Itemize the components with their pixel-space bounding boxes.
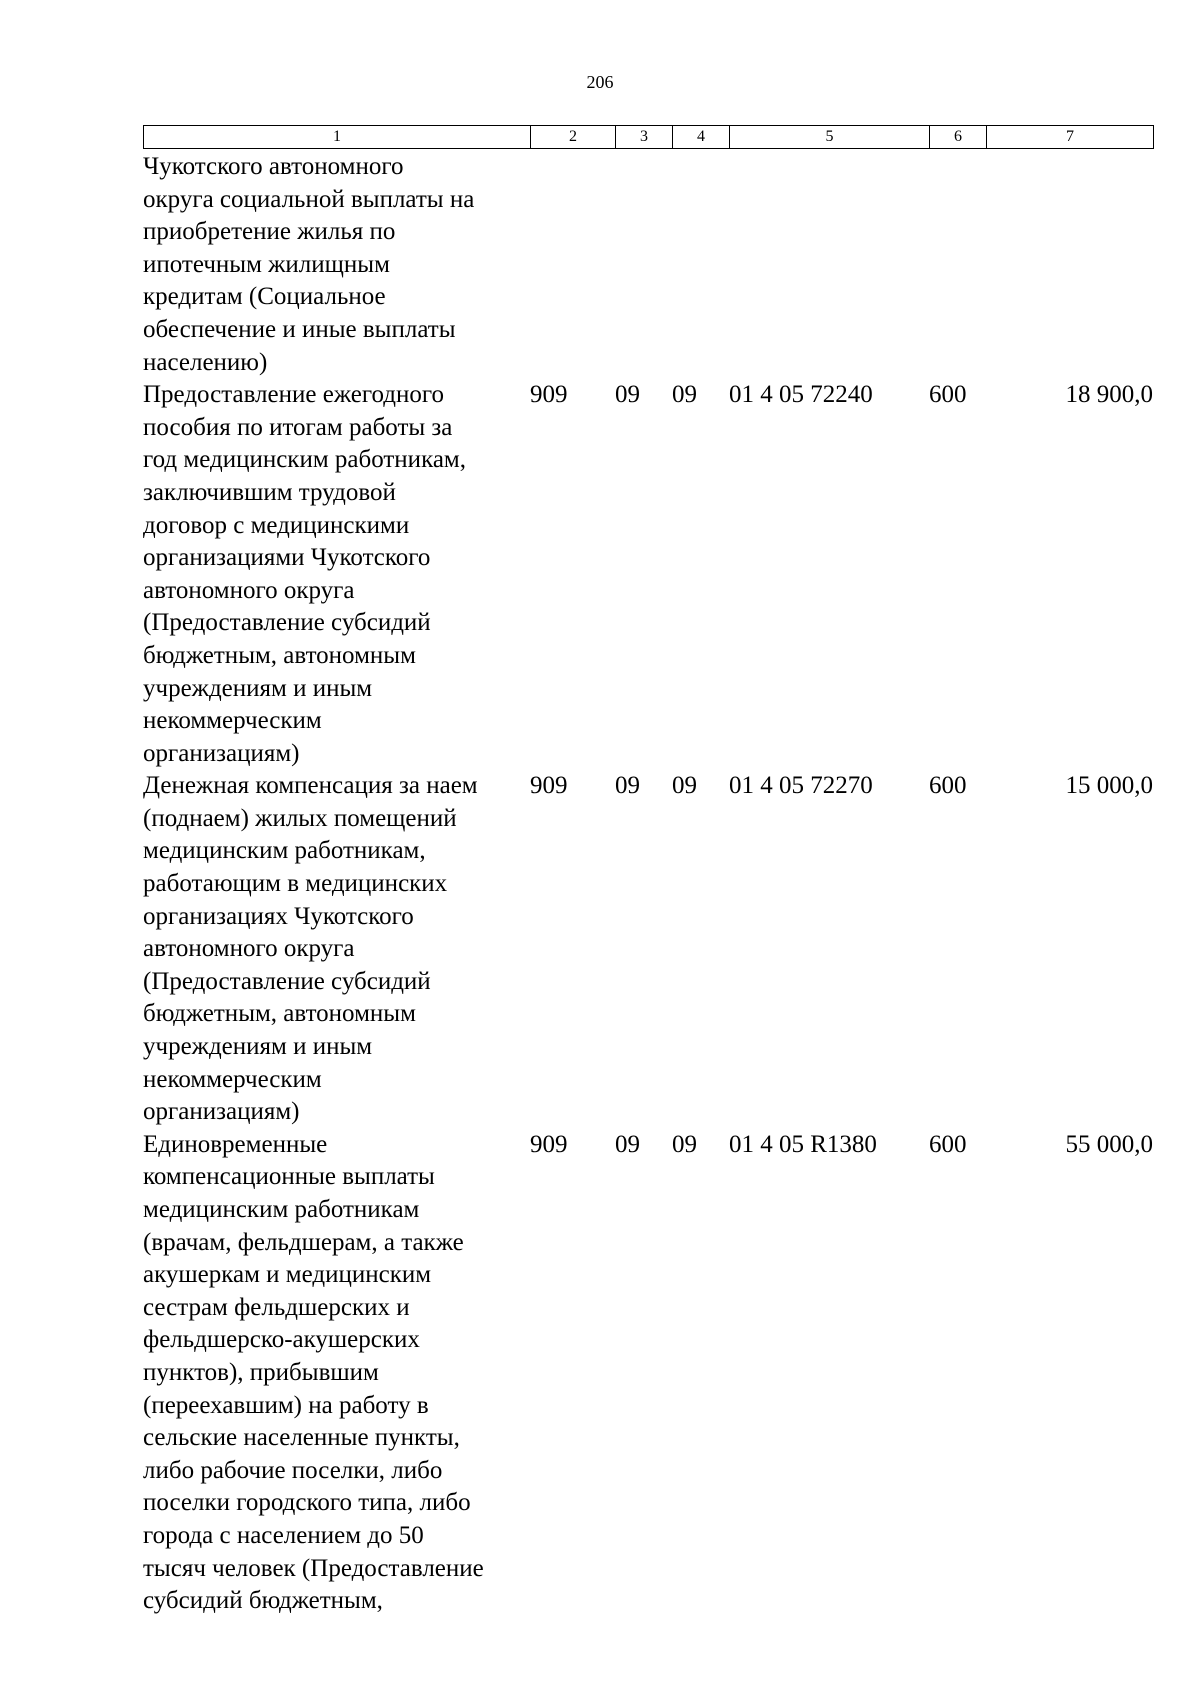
description-line: учреждениям и иным: [143, 1033, 373, 1061]
column-header-row: [144, 126, 1154, 149]
row-ministry-code: 909: [530, 381, 568, 409]
description-line: бюджетным, автономным: [143, 641, 416, 669]
row-subsection-code: 09: [672, 772, 697, 800]
row-ministry-code: 909: [530, 772, 568, 800]
page-number: 206: [586, 72, 614, 92]
description-line: приобретение жилья по: [143, 218, 396, 246]
row-target-article: 01 4 05 R1380: [729, 1130, 877, 1158]
row-description: [143, 379, 530, 770]
column-header-7: 7: [987, 126, 1154, 149]
description-line: Чукотского автономного: [143, 153, 404, 180]
description-line: (Предоставление субсидий: [143, 967, 431, 995]
description-line: медицинским работникам,: [143, 837, 426, 865]
description-line: заключившим трудовой: [143, 478, 396, 506]
description-line: организациям): [143, 1098, 300, 1126]
column-header-2: 2: [531, 126, 616, 149]
row-expense-type: 600: [929, 1130, 967, 1158]
row-description: [143, 770, 530, 1129]
description-line: Предоставление ежегодного: [143, 381, 445, 409]
row-expense-type: 600: [929, 381, 967, 409]
description-line: некоммерческим: [143, 707, 322, 735]
description-line: организациями Чукотского: [143, 544, 431, 572]
description-line: кредитам (Социальное: [143, 283, 386, 311]
row-amount: 55 000,0: [1065, 1130, 1153, 1158]
row-ministry-code: 909: [530, 1130, 568, 1158]
description-line: тысяч человек (Предоставление: [143, 1554, 484, 1582]
row-target-article: 01 4 05 72240: [729, 381, 873, 409]
description-line: населению): [143, 348, 268, 376]
description-line: либо рабочие поселки, либо: [143, 1456, 443, 1484]
description-line: компенсационные выплаты: [143, 1163, 435, 1191]
description-line: год медицинским работникам,: [143, 446, 466, 474]
description-line: организациях Чукотского: [143, 902, 414, 930]
description-line: Единовременные: [143, 1130, 328, 1158]
description-line: субсидий бюджетным,: [143, 1587, 383, 1615]
description-line: автономного округа: [143, 576, 355, 604]
column-header-3: 3: [616, 126, 673, 149]
row-description: [143, 1129, 530, 1618]
column-header-table: [143, 125, 1154, 149]
row-description: [143, 151, 530, 379]
row-amount: 18 900,0: [1065, 381, 1153, 409]
description-line: (Предоставление субсидий: [143, 609, 431, 637]
budget-table-body: [143, 151, 1153, 1618]
row-section-code: 09: [615, 1130, 640, 1158]
description-line: работающим в медицинских: [143, 870, 448, 898]
description-line: договор с медицинскими: [143, 511, 410, 539]
column-header-1: 1: [144, 126, 531, 149]
row-subsection-code: 09: [672, 381, 697, 409]
description-line: автономного округа: [143, 935, 355, 963]
description-line: пособия по итогам работы за: [143, 413, 453, 441]
description-line: города с населением до 50: [143, 1521, 424, 1549]
description-line: (поднаем) жилых помещений: [143, 804, 457, 832]
row-expense-type: 600: [929, 772, 967, 800]
description-line: пунктов), прибывшим: [143, 1358, 379, 1386]
description-line: округа социальной выплаты на: [143, 185, 475, 213]
description-line: медицинским работникам: [143, 1196, 420, 1223]
description-line: некоммерческим: [143, 1065, 322, 1093]
description-line: (переехавшим) на работу в: [143, 1391, 429, 1419]
row-section-code: 09: [615, 381, 640, 409]
row-section-code: 09: [615, 772, 640, 800]
row-target-article: 01 4 05 72270: [729, 772, 873, 800]
table-row: [143, 1129, 1153, 1618]
description-line: сельские населенные пункты,: [143, 1424, 460, 1452]
description-line: учреждениям и иным: [143, 674, 373, 702]
table-row: [143, 151, 1153, 379]
table-row: [143, 770, 1153, 1129]
row-subsection-code: 09: [672, 1130, 697, 1158]
description-line: Денежная компенсация за наем: [143, 772, 478, 800]
description-line: организациям): [143, 739, 300, 767]
description-line: поселки городского типа, либо: [143, 1489, 471, 1517]
description-line: обеспечение и иные выплаты: [143, 315, 456, 343]
description-line: акушеркам и медицинским: [143, 1261, 432, 1289]
description-line: сестрам фельдшерских и: [143, 1293, 410, 1321]
row-amount: 15 000,0: [1065, 772, 1153, 800]
column-header-4: 4: [673, 126, 730, 149]
column-header-6: 6: [930, 126, 987, 149]
description-line: ипотечным жилищным: [143, 250, 390, 278]
description-line: бюджетным, автономным: [143, 1000, 416, 1028]
description-line: фельдшерско-акушерских: [143, 1326, 420, 1354]
table-row: [143, 379, 1153, 770]
description-line: (врачам, фельдшерам, а также: [143, 1228, 464, 1256]
column-header-5: 5: [730, 126, 930, 149]
